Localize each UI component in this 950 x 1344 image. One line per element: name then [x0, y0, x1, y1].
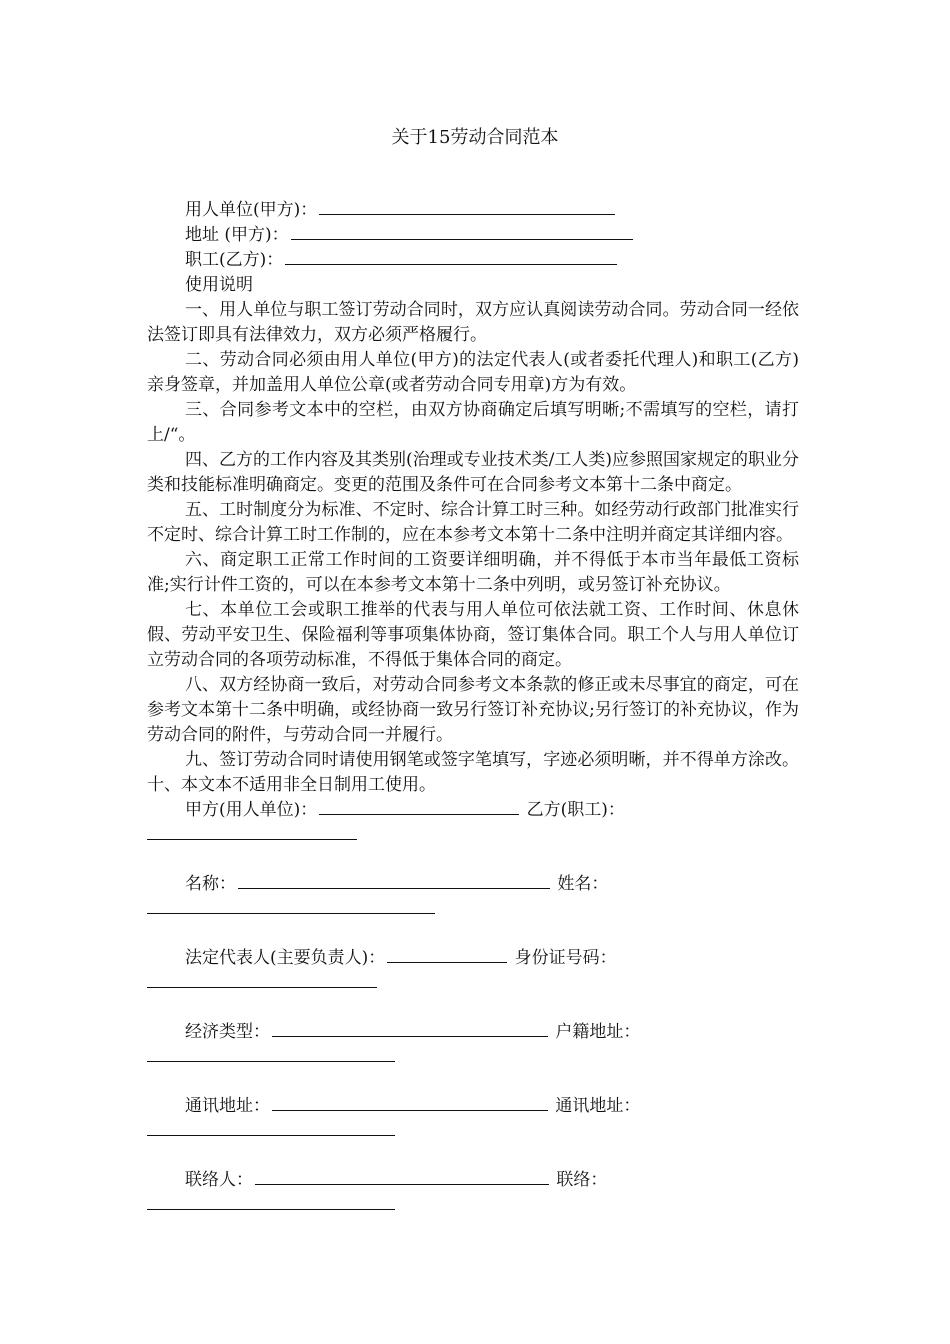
- instruction-paragraph: 四、乙方的工作内容及其类别(治理或专业技术类/工人类)应参照国家规定的职业分类和技能标准明确商定。变更的范围及条件可在合同参考文本第十二条中商定。: [147, 450, 799, 495]
- instruction-paragraph: 三、合同参考文本中的空栏，由双方协商确定后填写明晰;不需填写的空栏，请打上/“。: [147, 400, 799, 445]
- person-name-label: 姓名：: [557, 874, 609, 894]
- instruction-paragraph: 二、劳动合同必须由用人单位(甲方)的法定代表人(或者委托代理人)和职工(乙方)亲身签章，并加盖用人单位公章(或者劳动合同专用章)方为有效。: [147, 350, 799, 395]
- party-a-label: 甲方(用人单位)：: [185, 800, 318, 820]
- instructions-heading: 使用说明: [185, 275, 253, 295]
- contact-line: [147, 1193, 799, 1218]
- contact-blank[interactable]: [147, 1193, 395, 1210]
- party-b-blank[interactable]: [147, 823, 357, 840]
- signature-row-parties: [147, 798, 799, 823]
- legal-rep-label: 法定代表人(主要负责人)：: [185, 948, 386, 968]
- address-label: 地址 (甲方)：: [185, 225, 289, 245]
- instruction-paragraph: 五、工时制度分为标准、不定时、综合计算工时三种。如经劳动行政部门批准实行不定时、综合计算工时工作制的，应在本参考文本第十二条中注明并商定其详细内容。: [147, 500, 799, 545]
- employee-mailing-line: [147, 1119, 799, 1144]
- id-number-label: 身份证号码：: [514, 948, 617, 968]
- employee-mailing-label: 通讯地址：: [555, 1096, 641, 1116]
- household-address-line: [147, 1045, 799, 1070]
- signature-row-mailing: [147, 1094, 799, 1119]
- employer-blank[interactable]: [319, 198, 615, 215]
- contact-label: 联络：: [556, 1170, 608, 1190]
- economic-type-blank[interactable]: [272, 1020, 548, 1037]
- household-address-blank[interactable]: [147, 1045, 395, 1062]
- legal-rep-blank[interactable]: [387, 946, 507, 963]
- person-name-blank[interactable]: [147, 897, 435, 914]
- signature-row-representative: [147, 946, 799, 971]
- company-name-blank[interactable]: [238, 872, 550, 889]
- contact-person-label: 联络人：: [185, 1170, 253, 1190]
- address-blank[interactable]: [291, 223, 633, 240]
- signature-block: [147, 798, 799, 1218]
- household-address-label: 户籍地址：: [555, 1022, 641, 1042]
- employer-label: 用人单位(甲方)：: [185, 200, 318, 220]
- party-a-blank[interactable]: [319, 798, 519, 815]
- employer-mailing-blank[interactable]: [272, 1094, 548, 1111]
- instruction-paragraph: 七、本单位工会或职工推举的代表与用人单位可依法就工资、工作时间、休息休假、劳动平安卫生、保险福利等事项集体协商，签订集体合同。职工个人与用人单位订立劳动合同的各项劳动标准，不得低于集体合同的商定。: [147, 600, 799, 670]
- employee-label: 职工(乙方)：: [185, 250, 284, 270]
- instruction-paragraph: 八、双方经协商一致后，对劳动合同参考文本条款的修正或未尽事宜的商定，可在参考文本第十二条中明确，或经协商一致另行签订补充协议;另行签订的补充协议，作为劳动合同的附件，与劳动合同一并履行。: [147, 675, 799, 745]
- instruction-paragraph: 一、用人单位与职工签订劳动合同时，双方应认真阅读劳动合同。劳动合同一经依法签订即具有法律效力，双方必须严格履行。: [147, 300, 799, 345]
- employer-field: [147, 198, 799, 223]
- person-name-line: [147, 897, 799, 922]
- signature-row-name: [147, 872, 799, 897]
- party-b-line: [147, 823, 799, 848]
- instruction-paragraph: 六、商定职工正常工作时间的工资要详细明确，并不得低于本市当年最低工资标准;实行计件工资的，可以在本参考文本第十二条中列明，或另签订补充协议。: [147, 550, 799, 595]
- document-body: [147, 198, 799, 1218]
- id-number-blank[interactable]: [147, 971, 377, 988]
- company-name-label: 名称：: [185, 874, 236, 894]
- instruction-paragraph: 九、签订劳动合同时请使用钢笔或签字笔填写，字迹必须明晰，并不得单方涂改。十、本文本不适用非全日制用工使用。: [147, 750, 799, 795]
- contact-person-blank[interactable]: [255, 1168, 549, 1185]
- party-b-label: 乙方(职工)：: [526, 800, 625, 820]
- id-number-line: [147, 971, 799, 996]
- document-title: 关于15劳动合同范本: [391, 127, 559, 148]
- employee-blank[interactable]: [285, 248, 617, 265]
- address-field: [147, 223, 799, 248]
- signature-row-economy: [147, 1020, 799, 1045]
- employee-field: [147, 248, 799, 273]
- employer-mailing-label: 通讯地址：: [185, 1096, 270, 1116]
- employee-mailing-blank[interactable]: [147, 1119, 395, 1136]
- signature-row-contact: [147, 1168, 799, 1193]
- economic-type-label: 经济类型：: [185, 1022, 270, 1042]
